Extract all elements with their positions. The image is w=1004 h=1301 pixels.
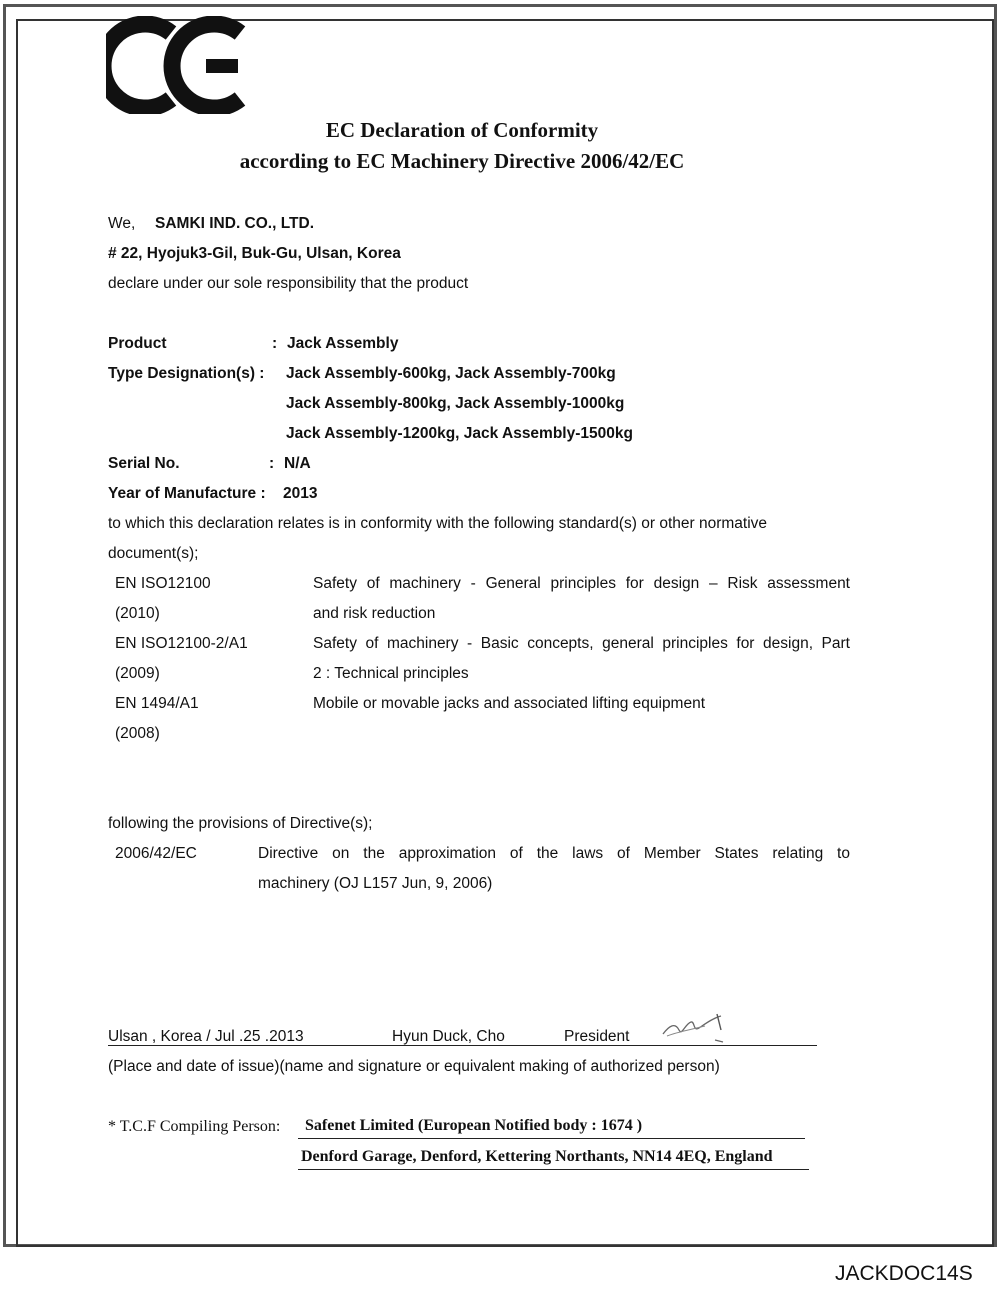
tcf-address-underline [298, 1169, 809, 1170]
standard-description-cont: 2 : Technical principles [313, 665, 469, 682]
document-subtitle: according to EC Machinery Directive 2006/42/EC [239, 149, 685, 173]
standard-year: (2009) [115, 665, 160, 682]
tcf-address: Denford Garage, Denford, Kettering Northants, NN14 4EQ, England [301, 1148, 773, 1165]
directive-description-cont: machinery (OJ L157 Jun, 9, 2006) [258, 875, 493, 892]
conformity-text: to which this declaration relates is in conformity with the following standard(s) or other normative [108, 515, 768, 532]
company-name: SAMKI IND. CO., LTD. [155, 215, 315, 232]
serial-label: Serial No. [108, 455, 180, 472]
product-separator: : [272, 335, 278, 352]
year-label: Year of Manufacture : [108, 485, 266, 502]
document-title: EC Declaration of Conformity [325, 118, 599, 142]
directive-intro: following the provisions of Directive(s); [108, 815, 373, 832]
we-label: We, [108, 215, 136, 232]
product-value: Jack Assembly [287, 335, 399, 352]
type-designation-line: Jack Assembly-800kg, Jack Assembly-1000kg [286, 395, 625, 412]
directive-description: Directive on the approximation of the laws of Member States relating to [258, 845, 850, 862]
standard-description-cont: and risk reduction [313, 605, 436, 622]
signature-caption: (Place and date of issue)(name and signature or equivalent making of authorized person) [108, 1058, 720, 1075]
standard-code: EN ISO12100 [115, 575, 211, 592]
product-label: Product [108, 335, 167, 352]
type-designation-line: Jack Assembly-1200kg, Jack Assembly-1500kg [286, 425, 633, 442]
tcf-underline [298, 1138, 805, 1139]
signatory-title: President [564, 1028, 630, 1045]
tcf-label: * T.C.F Compiling Person: [108, 1118, 281, 1135]
standard-code: EN 1494/A1 [115, 695, 199, 712]
signatory-name: Hyun Duck, Cho [392, 1028, 505, 1045]
handwritten-signature [655, 1008, 735, 1044]
year-value: 2013 [283, 485, 318, 502]
tcf-company: Safenet Limited (European Notified body : 1674 ) [305, 1117, 643, 1134]
directive-code: 2006/42/EC [115, 845, 197, 862]
type-designation-line: Jack Assembly-600kg, Jack Assembly-700kg [286, 365, 616, 382]
standard-code: EN ISO12100-2/A1 [115, 635, 248, 652]
standard-year: (2010) [115, 605, 160, 622]
standard-description: Safety of machinery - General principles for design – Risk assessment [313, 575, 850, 592]
declare-text: declare under our sole responsibility that the product [108, 275, 469, 292]
standard-year: (2008) [115, 725, 160, 742]
standard-description: Safety of machinery - Basic concepts, general principles for design, Part [313, 635, 850, 652]
company-address: # 22, Hyojuk3-Gil, Buk-Gu, Ulsan, Korea [108, 245, 401, 262]
serial-value: N/A [284, 455, 311, 472]
type-designation-label: Type Designation(s) : [108, 365, 265, 382]
standard-description: Mobile or movable jacks and associated lifting equipment [313, 695, 706, 712]
place-date: Ulsan , Korea / Jul .25 .2013 [108, 1028, 304, 1045]
document-code: JACKDOC14S [835, 1262, 973, 1285]
ce-mark-logo [106, 16, 246, 114]
conformity-text-cont: document(s); [108, 545, 199, 562]
serial-separator: : [269, 455, 275, 472]
